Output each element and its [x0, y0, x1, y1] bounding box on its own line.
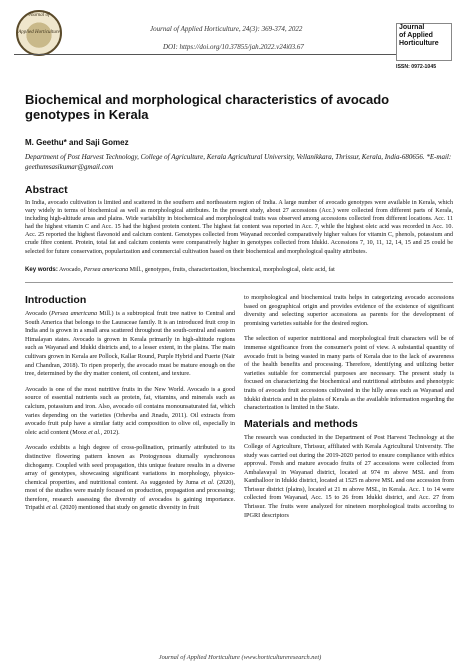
intro-p3-text: Avocado exhibits a high degree of cross-pollination, primarily attributed to its distinctive flowering pattern known as Protogynous diurnally synchronous dichogamy. Coupled with seed propagation, this unique feature results in a diverse array of genotypes, showcasing significant variations in morphology, physico-chemical properties, and nutritional content. As suggested by Juma	[25, 444, 235, 486]
right-paragraph-2: The selection of superior nutritional and morphological fruit characters will be of immense significance from the consumer's point of view. A substantial quantity of avocado fruit is being wasted in many parts of Kerala due to the lack of awareness of the health benefits and processing. Therefore, identifying and utilizing better varieties suitable for commercial purposes are necessary. The present study is focused on characterizing the biochemical and nutritional attributes and phenotypic traits of avocado fruit accessions cultivated in the hilly areas such as Wayanad and Idukki districts and in the plains of Kerala as the available information regarding the characterization is limited in the State.	[244, 335, 454, 412]
logo-text-top: Journal of	[28, 13, 50, 18]
right-paragraph-3: The research was conducted in the Department of Post Harvest Technology at the College of Agriculture, Thrissur, affiliated with Kerala Agricultural University. The study was carried out during the 2019-2020 period to ensure compliance with ethics approval. Fresh and mature avocado fruits of 27 accessions were collected from Ambalavayal in Wayanad district, located at 974 m above MSL and from Kanthalloor in Idukki district, located at 1525 m above MSL and one accession from Thrissur district (plains), located at 21 m above MSL, in Kerala. Acc. 1 to 14 were collected from Wayanad, Acc. 15 to 26 from Idukki district, and Acc. 27 from Thrissur. The fruits were analyzed for nineteen morphological traits according to IPGRI descriptors	[244, 434, 454, 519]
keywords-label: Key words:	[25, 266, 58, 273]
journal-title-line-3: Horticulture	[399, 40, 439, 47]
article-title: Biochemical and morphological characteristics of avocado genotypes in Kerala	[25, 92, 390, 122]
doi-link[interactable]: DOI: https://doi.org/10.37855/jah.2022.v24i03.67	[163, 43, 304, 51]
intro-p3-etal-1: et al.	[201, 478, 215, 486]
keywords-pre: Avocado,	[59, 267, 84, 273]
intro-p2-end: , 2012).	[100, 428, 120, 436]
intro-p3-mid: (2020), most of the studies were mainly focused on production, propagation and processing; therefore, research assessing the diversity of avocados is gaining importance. Tripathi	[25, 478, 235, 512]
intro-paragraph-2	[25, 386, 235, 438]
keywords-species: Persea americana	[83, 267, 129, 273]
abstract-text: In India, avocado cultivation is limited and scattered in the southern and northeastern region of India. A large number of avocado genotypes were available in Kerala, which vary widely in terms of biochemical as well as morphological attributes. In the present study, about 27 accessions (Acc.) were collected from different parts of Kerala, including high-altitude areas and plains. Wide variability in biochemical and morphological traits was observed among accessions collected from different locations. Acc. 11 had the highest vitamin C and Acc. 15 had the highest protein content. The highest fat content was reported in Acc. 7, while the highest oleic acid was recorded in Acc. 10. Acc. 25 reported the highest flavonoid and calcium content. Genotypes collected from Wayanad recorded comparatively higher values for vitamin C, phenols, potassium and crude fibre content. Protein, total fat and calcium contents were comparatively higher in genotypes collected from Idukki. Accessions 7, 10, 11, 12, 14, 15 and 25 could be selected for future conservation, popularization and commercial cultivation based on their biochemical and morphological quality attributes.	[25, 200, 453, 255]
article-authors: M. Geethu* and Saji Gomez	[25, 138, 129, 147]
page-footer: Journal of Applied Horticulture (www.horticultureresearch.net)	[158, 654, 322, 661]
intro-p1-post: Mill.) is a subtropical fruit tree native to Central and South America that belongs to the Lauraceae family. It is an introduced fruit crop in India and is grown in a small area scattered throughout the south-central and eastern Himalayan states. Avocado is grown in Kerala primarily in high-altitude regions such as Wayanad and Idukki districts and, to a lesser extent, in the plains. The main cultivars grown in Kerala are Pollock, Kallar Round, Purple Hybrid and Fuerte (Nair and Chandran, 2018). To ripen properly, the avocado must be mature enough on the tree, determined by the dry matter content, oil content, and texture.	[25, 310, 236, 378]
keywords	[25, 266, 453, 274]
intro-p1-pre: Avocado (	[25, 310, 52, 317]
journal-title-line-2: of Applied	[399, 32, 433, 39]
right-column	[244, 294, 454, 527]
intro-p2-etal: et al.	[88, 428, 101, 436]
keywords-post: Mill., genotypes, fruits, characterization, biochemical, morphological, oleic acid, fat	[128, 267, 335, 273]
intro-p3-etal-2: et al.	[46, 504, 59, 512]
intro-paragraph-3	[25, 444, 235, 513]
abstract-divider	[25, 282, 453, 283]
intro-p3-end: (2020) mentioned that study on genetic diversity in fruit	[58, 504, 200, 512]
intro-paragraph-1	[25, 310, 235, 379]
logo-text-mid: Applied Horticulture	[18, 30, 60, 35]
abstract-heading: Abstract	[25, 184, 68, 196]
journal-title	[399, 24, 451, 48]
journal-citation: Journal of Applied Horticulture, 24(3): 369-374, 2022	[150, 25, 303, 33]
intro-p1-species: Persea americana	[51, 310, 98, 317]
introduction-heading: Introduction	[25, 294, 87, 306]
header-divider	[14, 54, 451, 55]
intro-p2-text: Avocado is one of the most nutritive fruits in the New World. Avocado is a good source of essential nutrients such as protein, fat, vitamins, and minerals such as calcium, potassium and iron. Also, avocado oil contains monounsaturated fat, which varies depending on the varieties (Orhevba and Jinadu, 2011). Oil extracts from avocado fruit pulp have a similar fatty acid composition to olive oil, especially in oleic acid content (Mooz	[25, 385, 235, 436]
left-column	[25, 310, 235, 520]
author-affiliation: Department of Post Harvest Technology, College of Agriculture, Kerala Agricultural University, Vellanikkara, Thrissur, Kerala, India-680656. *E-mail: geethumsasikumar@gmail.com	[25, 153, 452, 171]
journal-title-line-1: Journal	[399, 24, 425, 31]
right-paragraph-1: to morphological and biochemical traits helps in categorizing avocado accessions based on geographical origin and provides evidence of the existence of significant diversity and selecting superior accessions as parents for the development of promising varieties suitable for the desired region.	[244, 294, 454, 327]
materials-methods-heading: Materials and methods	[244, 417, 358, 430]
issn: ISSN: 0972-1045	[396, 64, 437, 70]
